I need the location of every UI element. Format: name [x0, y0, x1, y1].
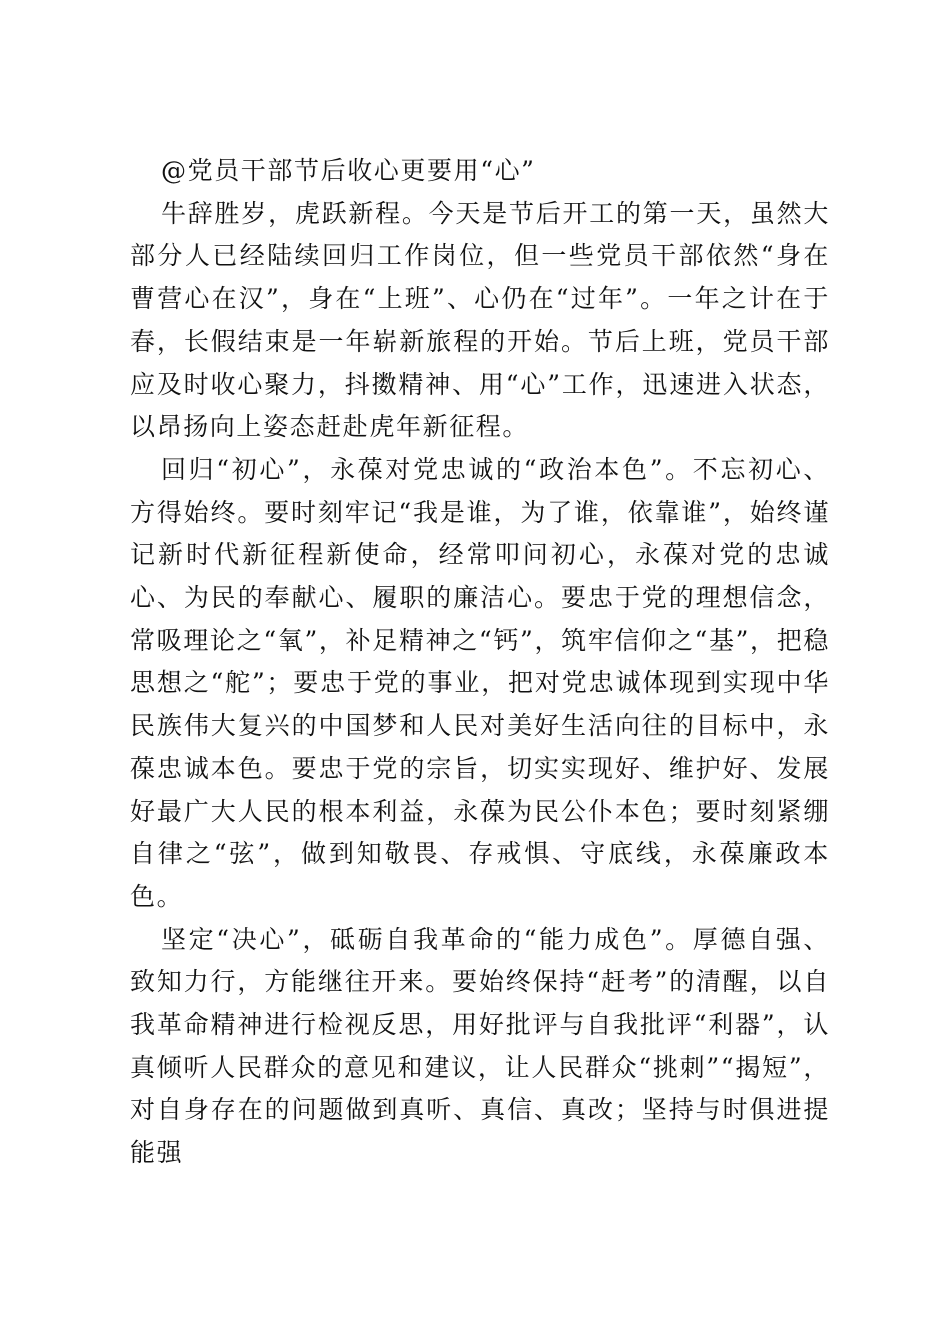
paragraph-2: 回归“初心”，永葆对党忠诚的“政治本色”。不忘初心、方得始终。要时刻牢记“我是谁，为了谁，依靠谁”，始终谨记新时代新征程新使命，经常叩问初心，永葆对党的忠诚心、为民的奉献心、履职的廉洁心。要忠于党的理想信念，常吸理论之“氧”，补足精神之“钙”，筑牢信仰之“基”，把稳思想之“舵”；要忠于党的事业，把对党忠诚体现到实现中华民族伟大复兴的中国梦和人民对美好生活向往的目标中，永葆忠诚本色。要忠于党的宗旨，切实实现好、维护好、发展好最广大人民的根本利益，永葆为民公仆本色；要时刻紧绷自律之“弦”，做到知敬畏、存戒惧、守底线，永葆廉政本色。	[130, 454, 830, 911]
paragraph-3: 坚定“决心”，砥砺自我革命的“能力成色”。厚德自强、致知力行，方能继往开来。要始终保持“赶考”的清醒，以自我革命精神进行检视反思，用好批评与自我批评“利器”，认真倾听人民群众的意见和建议，让人民群众“挑刺”“揭短”，对自身存在的问题做到真听、真信、真改；坚持与时俱进提能强	[130, 924, 830, 1168]
paragraph-1: 牛辞胜岁，虎跃新程。今天是节后开工的第一天，虽然大部分人已经陆续回归工作岗位，但一些党员干部依然“身在曹营心在汉”，身在“上班”、心仍在“过年”。一年之计在于春，长假结束是一年崭新旅程的开始。节后上班，党员干部应及时收心聚力，抖擞精神、用“心”工作，迅速进入状态，以昂扬向上姿态赶赴虎年新征程。	[130, 198, 830, 442]
document-title: @党员干部节后收心更要用“心”	[161, 156, 536, 185]
document-body	[130, 150, 830, 1175]
